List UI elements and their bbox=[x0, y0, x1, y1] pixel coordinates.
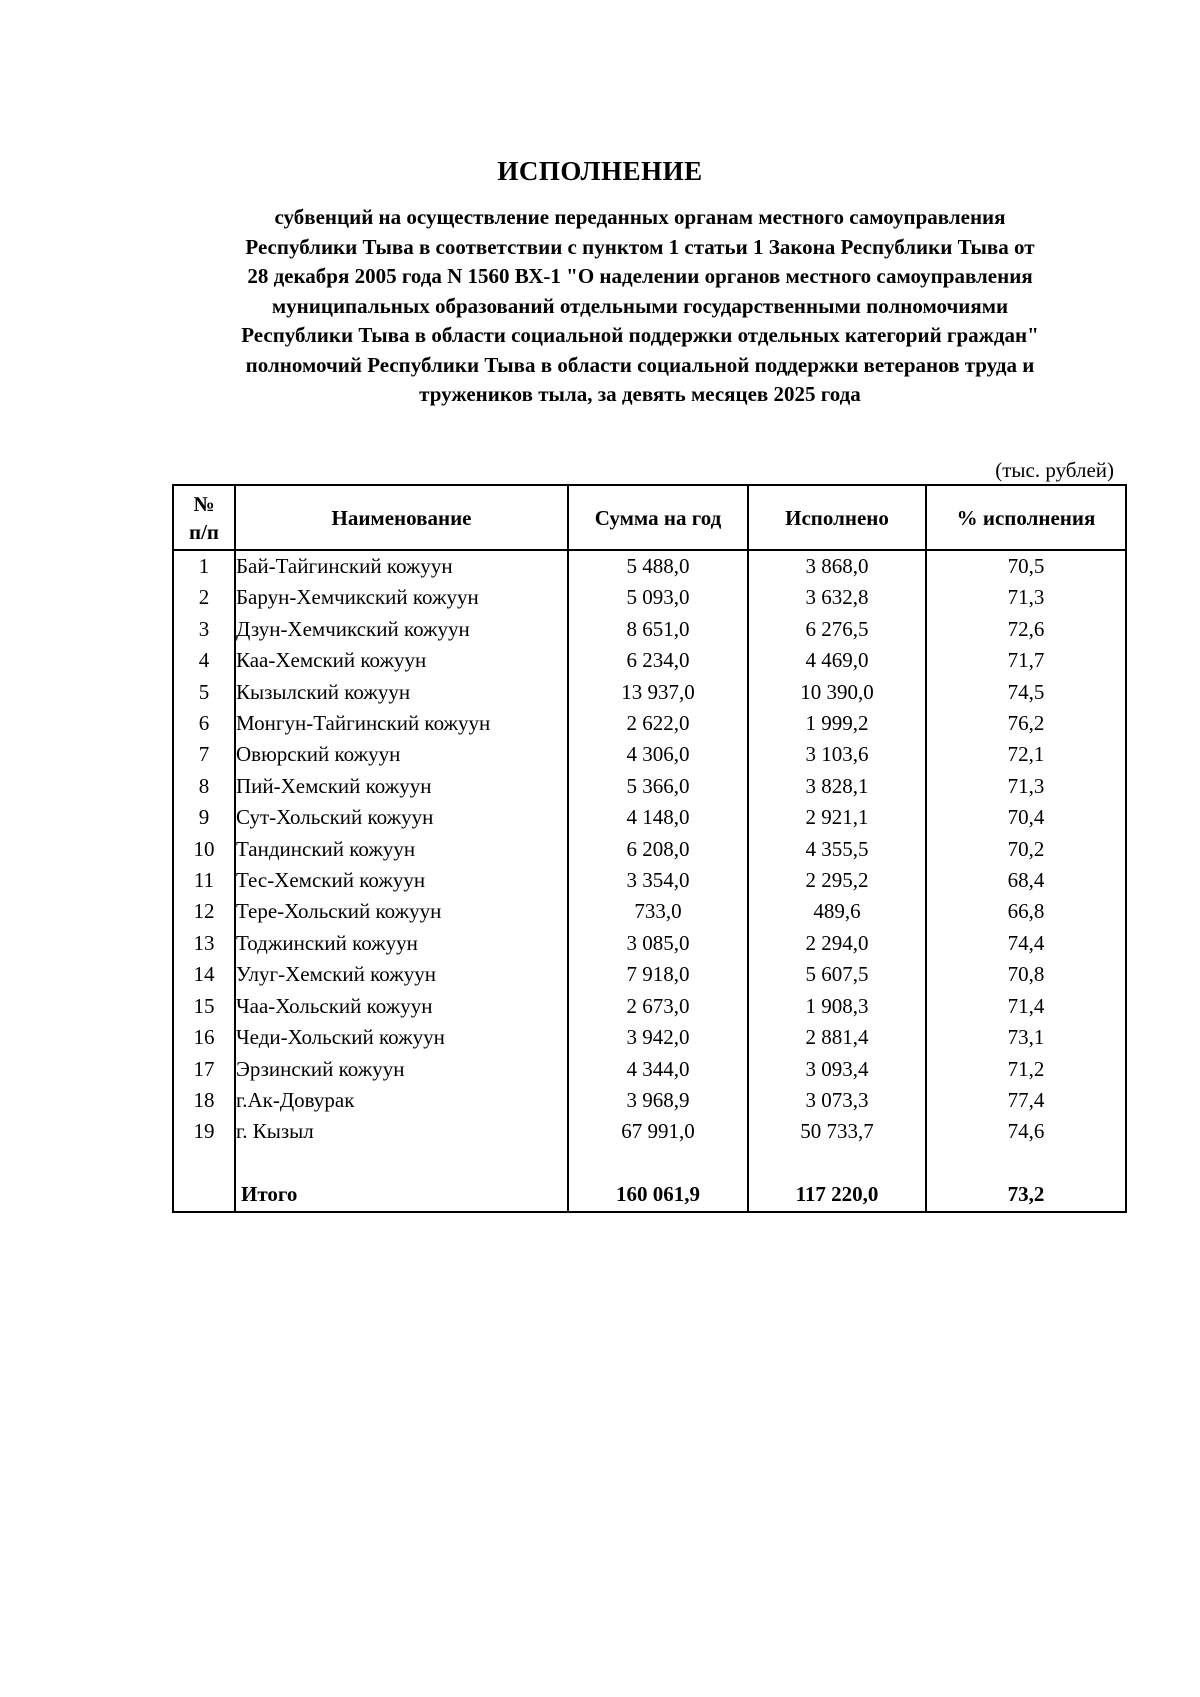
table-body bbox=[173, 550, 1126, 1212]
row-pct: 71,2 bbox=[926, 1054, 1126, 1085]
row-done: 2 881,4 bbox=[748, 1022, 926, 1053]
table-row bbox=[173, 1085, 1126, 1116]
table-header-row bbox=[173, 485, 1126, 550]
row-number: 4 bbox=[173, 645, 235, 676]
row-name: Тандинский кожуун bbox=[235, 834, 568, 865]
row-pct: 72,1 bbox=[926, 739, 1126, 770]
row-sum: 7 918,0 bbox=[568, 959, 748, 990]
row-sum: 13 937,0 bbox=[568, 677, 748, 708]
row-pct: 66,8 bbox=[926, 896, 1126, 927]
row-number: 3 bbox=[173, 614, 235, 645]
row-sum: 3 942,0 bbox=[568, 1022, 748, 1053]
row-done: 3 868,0 bbox=[748, 550, 926, 582]
total-row bbox=[173, 1179, 1126, 1211]
row-number: 19 bbox=[173, 1116, 235, 1147]
table-row bbox=[173, 928, 1126, 959]
row-pct: 71,3 bbox=[926, 771, 1126, 802]
row-sum: 4 344,0 bbox=[568, 1054, 748, 1085]
row-sum: 5 093,0 bbox=[568, 582, 748, 613]
row-sum: 4 306,0 bbox=[568, 739, 748, 770]
row-sum: 3 354,0 bbox=[568, 865, 748, 896]
header-name: Наименование bbox=[235, 485, 568, 550]
row-sum: 2 622,0 bbox=[568, 708, 748, 739]
total-pct: 73,2 bbox=[926, 1179, 1126, 1211]
row-pct: 74,5 bbox=[926, 677, 1126, 708]
row-name: Бай-Тайгинский кожуун bbox=[235, 550, 568, 582]
row-name: Чаа-Хольский кожуун bbox=[235, 991, 568, 1022]
row-name: г.Ак-Довурак bbox=[235, 1085, 568, 1116]
row-done: 5 607,5 bbox=[748, 959, 926, 990]
row-name: Дзун-Хемчикский кожуун bbox=[235, 614, 568, 645]
table-row bbox=[173, 896, 1126, 927]
row-pct: 71,7 bbox=[926, 645, 1126, 676]
row-number: 15 bbox=[173, 991, 235, 1022]
row-number: 16 bbox=[173, 1022, 235, 1053]
row-pct: 76,2 bbox=[926, 708, 1126, 739]
row-name: Барун-Хемчикский кожуун bbox=[235, 582, 568, 613]
table-row bbox=[173, 959, 1126, 990]
units-label: (тыс. рублей) bbox=[995, 458, 1114, 482]
total-sum: 160 061,9 bbox=[568, 1179, 748, 1211]
header-num: № п/п bbox=[173, 485, 235, 550]
row-number: 11 bbox=[173, 865, 235, 896]
spacer-row bbox=[173, 1148, 1126, 1179]
execution-table bbox=[172, 484, 1127, 1213]
document-subtitle bbox=[160, 203, 1120, 410]
row-number: 10 bbox=[173, 834, 235, 865]
row-pct: 71,4 bbox=[926, 991, 1126, 1022]
row-sum: 8 651,0 bbox=[568, 614, 748, 645]
row-sum: 4 148,0 bbox=[568, 802, 748, 833]
row-sum: 67 991,0 bbox=[568, 1116, 748, 1147]
table-row bbox=[173, 1022, 1126, 1053]
subtitle-line: муниципальных образований отдельными государственными полномочиями bbox=[271, 293, 1009, 318]
row-done: 50 733,7 bbox=[748, 1116, 926, 1147]
row-pct: 77,4 bbox=[926, 1085, 1126, 1116]
total-label: Итого bbox=[235, 1179, 568, 1211]
header-sum: Сумма на год bbox=[568, 485, 748, 550]
row-pct: 70,5 bbox=[926, 550, 1126, 582]
row-number: 17 bbox=[173, 1054, 235, 1085]
table-row bbox=[173, 1054, 1126, 1085]
table-row bbox=[173, 834, 1126, 865]
row-name: Каа-Хемский кожуун bbox=[235, 645, 568, 676]
subtitle-line: полномочий Республики Тыва в области социальной поддержки ветеранов труда и bbox=[245, 352, 1035, 377]
row-name: Монгун-Тайгинский кожуун bbox=[235, 708, 568, 739]
row-number: 18 bbox=[173, 1085, 235, 1116]
row-name: Кызылский кожуун bbox=[235, 677, 568, 708]
row-number: 6 bbox=[173, 708, 235, 739]
row-sum: 6 234,0 bbox=[568, 645, 748, 676]
page-title: ИСПОЛНЕНИЕ bbox=[497, 156, 703, 186]
row-done: 10 390,0 bbox=[748, 677, 926, 708]
table-row bbox=[173, 991, 1126, 1022]
row-pct: 68,4 bbox=[926, 865, 1126, 896]
table-row bbox=[173, 1116, 1126, 1147]
row-done: 1 908,3 bbox=[748, 991, 926, 1022]
row-done: 3 073,3 bbox=[748, 1085, 926, 1116]
row-pct: 70,8 bbox=[926, 959, 1126, 990]
table-row bbox=[173, 550, 1126, 582]
row-pct: 73,1 bbox=[926, 1022, 1126, 1053]
row-pct: 74,6 bbox=[926, 1116, 1126, 1147]
row-number: 1 bbox=[173, 550, 235, 582]
total-done: 117 220,0 bbox=[748, 1179, 926, 1211]
table-row bbox=[173, 708, 1126, 739]
row-name: Тоджинский кожуун bbox=[235, 928, 568, 959]
row-pct: 70,2 bbox=[926, 834, 1126, 865]
subtitle-line: 28 декабря 2005 года N 1560 ВХ-1 "О наделении органов местного самоуправления bbox=[247, 264, 1033, 288]
row-pct: 72,6 bbox=[926, 614, 1126, 645]
table-row bbox=[173, 645, 1126, 676]
row-sum: 3 968,9 bbox=[568, 1085, 748, 1116]
row-sum: 3 085,0 bbox=[568, 928, 748, 959]
row-sum: 2 673,0 bbox=[568, 991, 748, 1022]
subtitle-line: Республики Тыва в соответствии с пунктом 1 статьи 1 Закона Республики Тыва от bbox=[245, 234, 1035, 259]
row-sum: 733,0 bbox=[568, 896, 748, 927]
row-name: Тес-Хемский кожуун bbox=[235, 865, 568, 896]
row-number: 9 bbox=[173, 802, 235, 833]
row-pct: 71,3 bbox=[926, 582, 1126, 613]
row-name: Пий-Хемский кожуун bbox=[235, 771, 568, 802]
subtitle-line: Республики Тыва в области социальной поддержки отдельных категорий граждан" bbox=[241, 323, 1039, 347]
row-done: 2 921,1 bbox=[748, 802, 926, 833]
row-sum: 6 208,0 bbox=[568, 834, 748, 865]
row-number: 2 bbox=[173, 582, 235, 613]
row-sum: 5 366,0 bbox=[568, 771, 748, 802]
table-row bbox=[173, 677, 1126, 708]
row-done: 3 103,6 bbox=[748, 739, 926, 770]
row-done: 4 355,5 bbox=[748, 834, 926, 865]
table-row bbox=[173, 771, 1126, 802]
row-done: 2 294,0 bbox=[748, 928, 926, 959]
subtitle-line: тружеников тыла, за девять месяцев 2025 года bbox=[419, 382, 861, 406]
row-pct: 74,4 bbox=[926, 928, 1126, 959]
row-number: 12 bbox=[173, 896, 235, 927]
subtitle-line: субвенций на осуществление переданных органам местного самоуправления bbox=[274, 205, 1006, 229]
row-number: 7 bbox=[173, 739, 235, 770]
header-done: Исполнено bbox=[748, 485, 926, 550]
row-number: 14 bbox=[173, 959, 235, 990]
row-sum: 5 488,0 bbox=[568, 550, 748, 582]
table-row bbox=[173, 582, 1126, 613]
row-name: Эрзинский кожуун bbox=[235, 1054, 568, 1085]
row-name: Овюрский кожуун bbox=[235, 739, 568, 770]
header-pct: % исполнения bbox=[926, 485, 1126, 550]
table-row bbox=[173, 802, 1126, 833]
row-number: 8 bbox=[173, 771, 235, 802]
row-done: 4 469,0 bbox=[748, 645, 926, 676]
row-name: Сут-Хольский кожуун bbox=[235, 802, 568, 833]
row-number: 5 bbox=[173, 677, 235, 708]
row-done: 2 295,2 bbox=[748, 865, 926, 896]
row-pct: 70,4 bbox=[926, 802, 1126, 833]
row-done: 3 828,1 bbox=[748, 771, 926, 802]
table-row bbox=[173, 739, 1126, 770]
row-done: 3 093,4 bbox=[748, 1054, 926, 1085]
row-name: Тере-Хольский кожуун bbox=[235, 896, 568, 927]
row-done: 489,6 bbox=[748, 896, 926, 927]
row-number: 13 bbox=[173, 928, 235, 959]
row-done: 3 632,8 bbox=[748, 582, 926, 613]
table-row bbox=[173, 614, 1126, 645]
row-name: Улуг-Хемский кожуун bbox=[235, 959, 568, 990]
table-row bbox=[173, 865, 1126, 896]
row-done: 6 276,5 bbox=[748, 614, 926, 645]
row-name: Чеди-Хольский кожуун bbox=[235, 1022, 568, 1053]
row-name: г. Кызыл bbox=[235, 1116, 568, 1147]
row-done: 1 999,2 bbox=[748, 708, 926, 739]
